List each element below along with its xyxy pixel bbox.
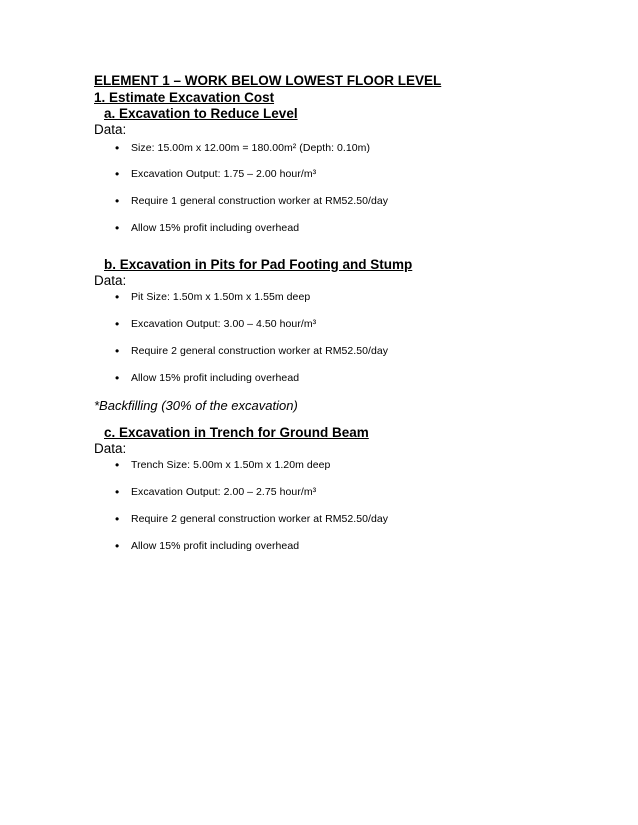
bullet-text: Allow 15% profit including overhead	[131, 540, 300, 552]
bullet-text: Size: 15.00m x 12.00m = 180.00m² (Depth: 0.10m)	[131, 142, 371, 154]
section-1-title: 1. Estimate Excavation Cost	[94, 90, 275, 105]
section-a-title: a. Excavation to Reduce Level	[104, 106, 298, 121]
bullet-glyph: •	[115, 141, 120, 155]
section-c-title: c. Excavation in Trench for Ground Beam	[104, 425, 369, 440]
bullet-glyph: •	[115, 485, 120, 499]
bullet-glyph: •	[115, 371, 120, 385]
element-heading: ELEMENT 1 – WORK BELOW LOWEST FLOOR LEVEL	[94, 73, 442, 88]
bullet-text: Trench Size: 5.00m x 1.50m x 1.20m deep	[131, 459, 331, 471]
bullet-glyph: •	[115, 194, 120, 208]
bullet-glyph: •	[115, 539, 120, 553]
section-b-title: b. Excavation in Pits for Pad Footing and Stump	[104, 257, 413, 272]
bullet-text: Require 2 general construction worker at RM52.50/day	[131, 513, 389, 525]
bullet-glyph: •	[115, 221, 120, 235]
section-c-data-label: Data:	[94, 441, 127, 456]
bullet-text: Require 2 general construction worker at RM52.50/day	[131, 345, 389, 357]
bullet-text: Pit Size: 1.50m x 1.50m x 1.55m deep	[131, 291, 311, 303]
bullet-glyph: •	[115, 290, 120, 304]
section-b-data-label: Data:	[94, 273, 127, 288]
backfill-note: *Backfilling (30% of the excavation)	[94, 398, 298, 413]
bullet-text: Require 1 general construction worker at RM52.50/day	[131, 195, 389, 207]
bullet-text: Excavation Output: 3.00 – 4.50 hour/m³	[131, 318, 317, 330]
bullet-glyph: •	[115, 317, 120, 331]
section-a-data-label: Data:	[94, 122, 127, 137]
bullet-text: Allow 15% profit including overhead	[131, 222, 300, 234]
bullet-text: Allow 15% profit including overhead	[131, 372, 300, 384]
bullet-text: Excavation Output: 1.75 – 2.00 hour/m³	[131, 168, 317, 180]
bullet-text: Excavation Output: 2.00 – 2.75 hour/m³	[131, 486, 317, 498]
bullet-glyph: •	[115, 458, 120, 472]
bullet-glyph: •	[115, 167, 120, 181]
bullet-glyph: •	[115, 512, 120, 526]
bullet-glyph: •	[115, 344, 120, 358]
